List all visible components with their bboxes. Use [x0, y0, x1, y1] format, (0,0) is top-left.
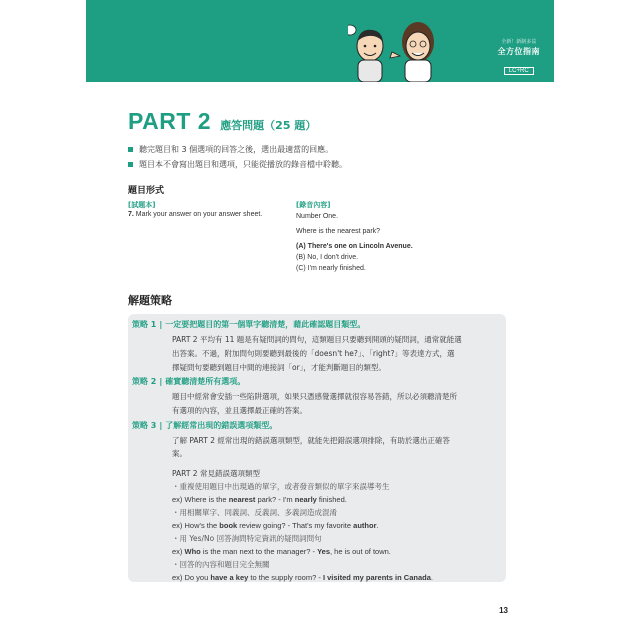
format-title: 題目形式: [128, 186, 165, 196]
body-line: 案。: [172, 449, 187, 458]
book-page: [86, 0, 554, 640]
strategy-heading: 確實聽清楚所有選項。: [165, 377, 246, 386]
question-text: Mark your answer on your answer sheet.: [135, 211, 263, 218]
strategy-label: 策略 1: [132, 320, 157, 329]
body-line: 題目中經常會安插一些陷阱選項，如果只憑感覺選擇就很容易答錯，所以必須聽清楚所: [172, 392, 457, 401]
error-types-title: PART 2 常見錯誤選項類型: [172, 469, 260, 478]
list-item: [172, 558, 502, 584]
body-line: 出答案。不過，附加問句則要聽到最後的「doesn't he?」、「right?」等表達方式，選: [172, 349, 455, 358]
answer-option-b: (B) No, I don't drive.: [296, 254, 359, 261]
list-item: [128, 157, 347, 172]
test-booklet-label: [試題本]: [128, 201, 156, 209]
square-bullet-icon: [128, 162, 133, 167]
error-type-desc: ・重複使用題目中出現過的單字，或者發音類似的單字來誤導考生: [172, 482, 390, 491]
header-banner: [86, 0, 554, 82]
strategy-3-body: [172, 434, 502, 584]
strategy-box: [128, 314, 506, 582]
test-question: [128, 211, 262, 218]
strategy-2-heading: 策略 2 | 確實聽清楚所有選項。: [132, 377, 246, 386]
part-number: PART 2: [128, 108, 212, 134]
guide-tagline: 全新！新制多益: [501, 39, 537, 45]
square-bullet-icon: [128, 147, 133, 152]
strategy-2-body: [172, 390, 502, 418]
answer-option-c: (C) I'm nearly finished.: [296, 265, 366, 272]
list-item: [172, 480, 502, 506]
strategy-3-heading: 策略 3 | 了解經常出現的錯誤選項類型。: [132, 421, 278, 430]
question-number: 7.: [128, 211, 134, 218]
part-subtitle: 應答問題（25 題）: [220, 119, 317, 132]
audio-script: [296, 211, 413, 274]
cartoon-characters-icon: [348, 16, 458, 82]
body-line: 有選項的內容，並且選擇最正確的答案。: [172, 406, 307, 415]
error-type-desc: ・回答的內容和題目完全無關: [172, 560, 270, 569]
guide-badge: LC+RC: [504, 67, 534, 75]
body-line: PART 2 平均有 11 題是有疑問詞的問句，這類題目只要聽到開頭的疑問詞，通常就能選: [172, 335, 462, 344]
script-line: Number One.: [296, 213, 339, 220]
guide-logo: [498, 38, 541, 76]
intro-list: [128, 142, 347, 172]
list-item: [172, 506, 502, 532]
list-item: [128, 142, 347, 157]
body-line: 了解 PART 2 經常出現的錯誤選項類型，就能先把錯誤選項排除，有助於選出正確答: [172, 436, 450, 445]
list-item: [172, 532, 502, 558]
strategy-label: 策略 3: [132, 421, 157, 430]
guide-title: 全方位指南: [497, 47, 540, 56]
intro-text: 題目本不會寫出題目和選項，只能從播放的錄音檔中聆聽。: [139, 160, 347, 169]
page-number: 13: [499, 606, 508, 615]
example-line: ex) Where is the nearest park? - I'm nearly finished.: [172, 495, 347, 504]
page-title: [128, 108, 316, 135]
error-type-desc: ・用 Yes/No 回答詢問特定資訊的疑問詞問句: [172, 534, 322, 543]
strategy-1-heading: 策略 1 | 一定要把題目的第一個單字聽清楚，藉此確認題目類型。: [132, 320, 366, 329]
strategy-1-body: [172, 333, 502, 375]
strategy-heading: 了解經常出現的錯誤選項類型。: [165, 421, 278, 430]
strategy-label: 策略 2: [132, 377, 157, 386]
example-line: ex) Who is the man next to the manager? - Yes, he is out of town.: [172, 547, 391, 556]
example-line: ex) How's the book review going? - That's my favorite author.: [172, 521, 379, 530]
script-line: Where is the nearest park?: [296, 228, 381, 235]
audio-script-label: [錄音內容]: [296, 201, 331, 209]
answer-option-a: (A) There's one on Lincoln Avenue.: [296, 243, 413, 250]
intro-text: 聽完題目和 3 個選項的回答之後，選出最適當的回應。: [139, 145, 334, 154]
body-line: 擇疑問句要聽到題目中間的連接詞「or」，才能判斷題目的類型。: [172, 363, 386, 372]
strategy-title: 解題策略: [128, 294, 172, 307]
error-type-desc: ・用相關單字、同義詞、反義詞、多義詞造成混淆: [172, 508, 337, 517]
strategy-heading: 一定要把題目的第一個單字聽清楚，藉此確認題目類型。: [165, 320, 366, 329]
example-line: ex) Do you have a key to the supply room? - I visited my parents in Canada.: [172, 573, 433, 582]
